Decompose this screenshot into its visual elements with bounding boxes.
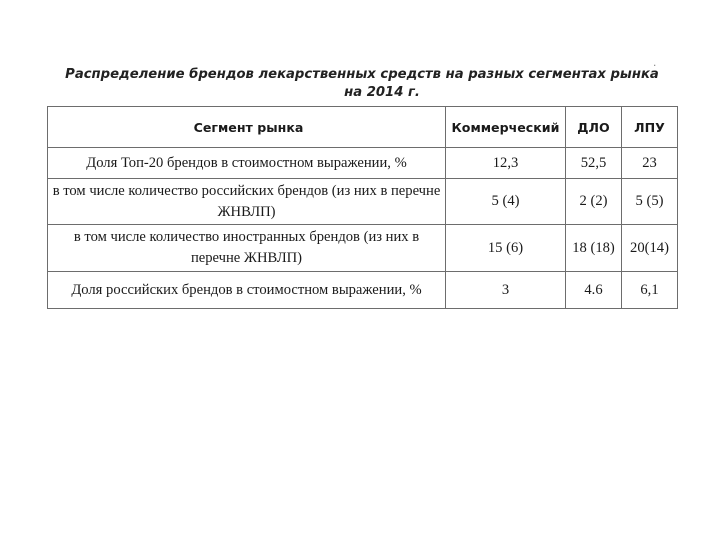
header-lpu: ЛПУ xyxy=(622,107,678,148)
cell-dlo: 52,5 xyxy=(566,148,622,179)
cell-lpu: 23 xyxy=(622,148,678,179)
cell-commercial: 15 (6) xyxy=(446,225,566,272)
cell-dlo: 4.6 xyxy=(566,272,622,309)
header-segment: Сегмент рынка xyxy=(48,107,446,148)
cell-commercial: 3 xyxy=(446,272,566,309)
market-segment-table xyxy=(47,106,678,309)
table-row xyxy=(48,225,678,272)
row-label: в том числе количество иностранных брендов (из них в перечне ЖНВЛП) xyxy=(48,225,446,272)
table-row xyxy=(48,272,678,309)
cell-commercial: 12,3 xyxy=(446,148,566,179)
row-label: Доля российских брендов в стоимостном выражении, % xyxy=(48,272,446,309)
table-header-row xyxy=(48,107,678,148)
table-row xyxy=(48,179,678,225)
cell-commercial: 5 (4) xyxy=(446,179,566,225)
row-label: в том числе количество российских брендов (из них в перечне ЖНВЛП) xyxy=(48,179,446,225)
cell-lpu: 5 (5) xyxy=(622,179,678,225)
header-dlo: ДЛО xyxy=(566,107,622,148)
page-title xyxy=(62,66,662,102)
cell-dlo: 18 (18) xyxy=(566,225,622,272)
table-row xyxy=(48,148,678,179)
header-commercial: Коммерческий xyxy=(446,107,566,148)
corner-mark: . xyxy=(653,55,657,69)
row-label: Доля Топ-20 брендов в стоимостном выражении, % xyxy=(48,148,446,179)
cell-dlo: 2 (2) xyxy=(566,179,622,225)
cell-lpu: 20(14) xyxy=(622,225,678,272)
cell-lpu: 6,1 xyxy=(622,272,678,309)
title-line-2: на 2014 г. xyxy=(344,85,420,100)
title-line-1: Распределение брендов лекарственных средств на разных сегментах рынка xyxy=(65,67,659,82)
